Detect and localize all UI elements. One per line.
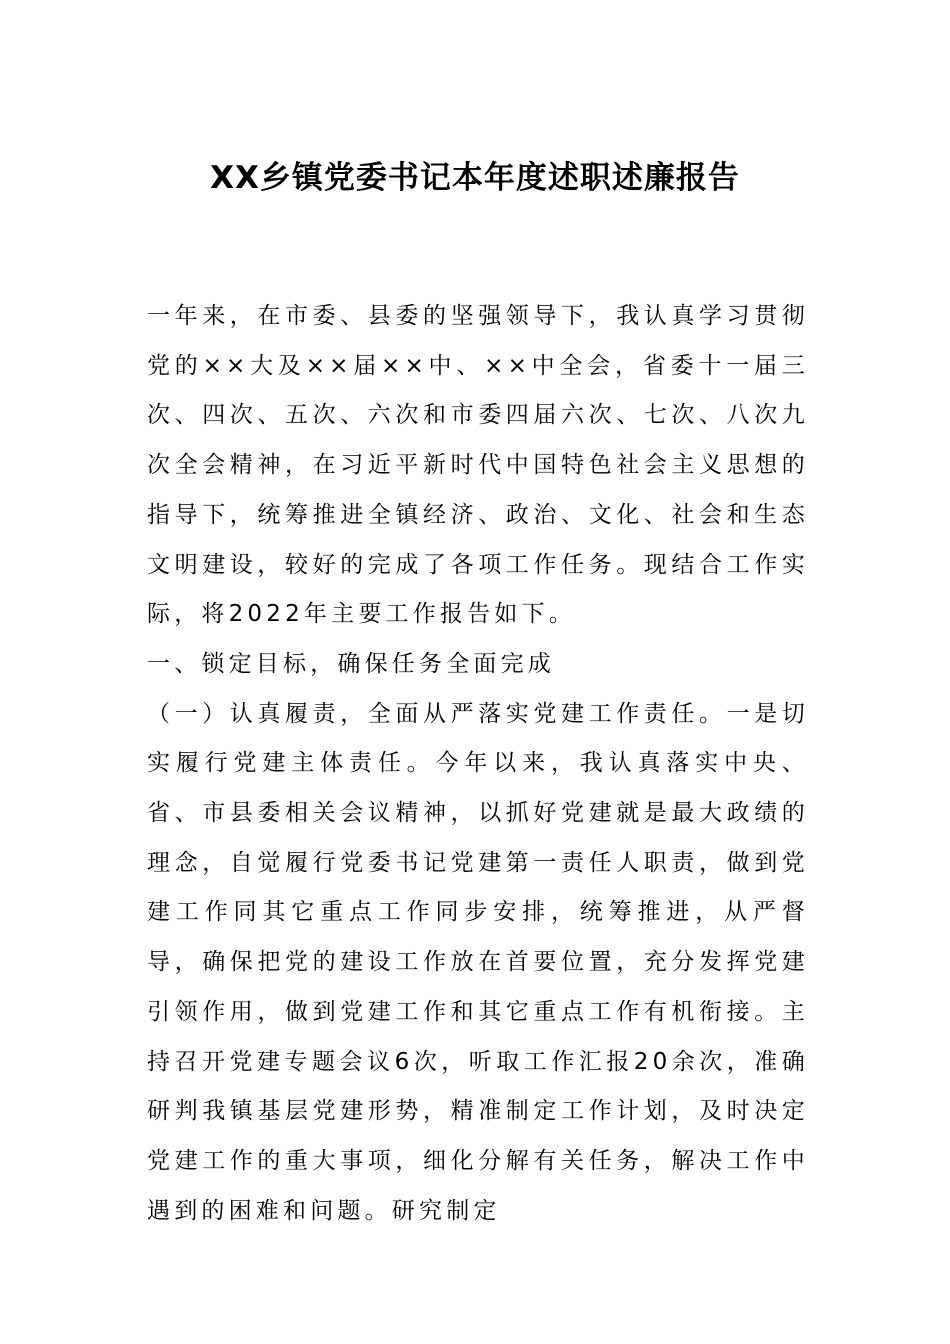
document-title: XX乡镇党委书记本年度述职述廉报告 [210,160,740,196]
document-body [147,292,809,1236]
section-heading-1: 一、锁定目标，确保任务全面完成 [147,650,555,677]
intro-paragraph: 一年来，在市委、县委的坚强领导下，我认真学习贯彻党的××大及××届××中、××中全会，省委十一届三次、四次、五次、六次和市委四届六次、七次、八次九次全会精神，在习近平新时代中国特色社会主义思想的指导下，统筹推进全镇经济、政治、文化、社会和生态文明建设，较好的完成了各项工作任务。现结合工作实际，将2022年主要工作报告如下。 [147,303,809,628]
subsection-paragraph-1: （一）认真履责，全面从严落实党建工作责任。一是切实履行党建主体责任。今年以来，我认真落实中央、省、市县委相关会议精神，以抓好党建就是最大政绩的理念，自觉履行党委书记党建第一责任人职责，做到党建工作同其它重点工作同步安排，统筹推进，从严督导，确保把党的建设工作放在首要位置，充分发挥党建引领作用，做到党建工作和其它重点工作有机衔接。主持召开党建专题会议6次，听取工作汇报20余次，准确研判我镇基层党建形势，精准制定工作计划，及时决定党建工作的重大事项，细化分解有关任务，解决工作中遇到的困难和问题。研究制定 [147,700,809,1224]
